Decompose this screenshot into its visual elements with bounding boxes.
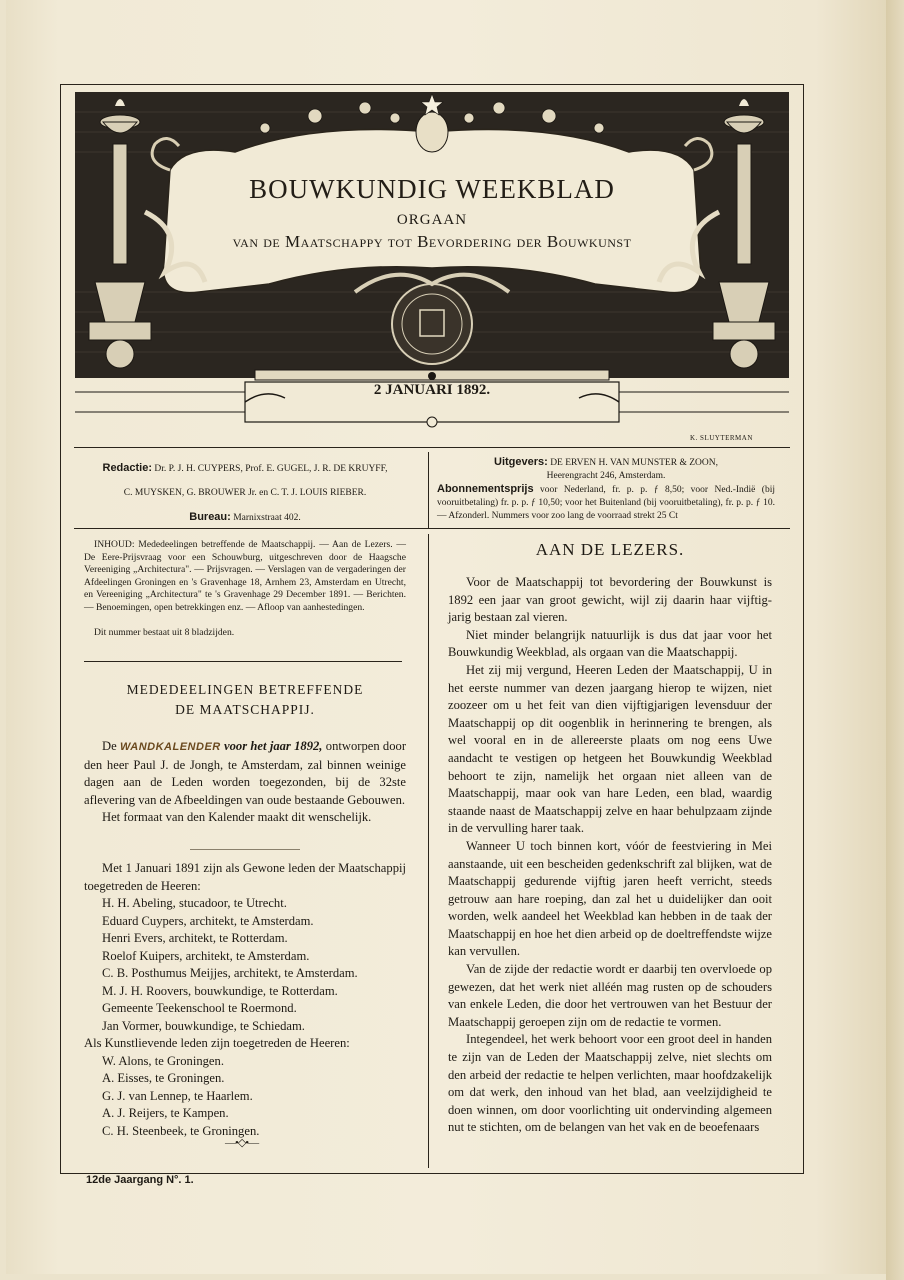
masthead-organisation: van de Maatschappy tot Bevordering der Bouwkunst (232, 232, 632, 251)
column-divider-editors (428, 452, 429, 528)
masthead (75, 92, 789, 430)
rule-top-editors (74, 447, 790, 448)
list-item: H. H. Abeling, stucadoor, te Utrecht. (102, 896, 287, 910)
redactie-label: Redactie: (102, 462, 153, 474)
lezers-body (448, 574, 772, 1137)
list-item: C. H. Steenbeek, te Groningen. (102, 1123, 260, 1138)
publisher-address: Heerengracht 246, Amsterdam. (546, 471, 666, 481)
p1-rest: ontworpen door den heer Paul J. de Jongh, te Amsterdam, zal binnen weinige dagen aan de Leden worden toegezonden, bij de 32ste aflevering van de Afbeeldingen van oude bestaande Gebouwen. (84, 739, 407, 807)
list-item: Roelof Kuipers, architekt, te Amsterdam. (102, 948, 310, 963)
wandkalender-label: WANDKALENDER (120, 741, 221, 753)
paragraph: Voor de Maatschappij tot bevordering der Bouwkunst is 1892 een jaar van groot gewicht, wijl zij daarin haar vijftig-jarig bestaan zal vieren. (448, 575, 772, 625)
paragraph (84, 738, 406, 809)
paragraph: Met 1 Januari 1891 zijn als Gewone leden der Maatschappij toegetreden de Heeren: (84, 861, 406, 893)
list-item: A. J. Reijers, te Kampen. (102, 1106, 229, 1120)
abonnement-text: voor Nederland, fr. p. p. ƒ 8,50; voor Ned.-Indië (bij vooruitbetaling) fr. p. p. ƒ 10,50; voor het Buitenland (bij vooruitbetaling), fr. p. p. ƒ 10.— Afzonderl. Nummers voor zoo lang de voorraad strekt 25 Ct (437, 485, 775, 521)
column-divider-main (428, 534, 429, 1168)
section-ornament: —•◇•— (225, 1137, 259, 1149)
rule-after-contents (84, 661, 402, 662)
list-item: C. B. Posthumus Meijjes, architekt, te Amsterdam. (102, 966, 358, 980)
list-item: Henri Evers, architekt, te Rotterdam. (102, 931, 288, 945)
editors-block (70, 456, 420, 530)
engraver-signature: K. SLUYTERMAN (690, 434, 753, 442)
kalender-year: voor het jaar 1892, (224, 739, 323, 753)
paragraph: Van de zijde der redactie wordt er daarbij ten overvloede op gewezen, dat het werk niet alléén mag rusten op de schouders van enkele Leden, die door het vertrouwen van het Bestuur der Maatschappij geroepen zijn om de redactie te vormen. (448, 962, 772, 1029)
redactie-line-1: Dr. P. J. H. CUYPERS, Prof. E. GUGEL, J. R. DE KRUYFF, (154, 464, 388, 474)
section-title-lezers: AAN DE LEZERS. (535, 540, 685, 559)
bureau-label: Bureau: (189, 511, 231, 523)
masthead-engraving (75, 92, 789, 430)
table-of-contents: INHOUD: Mededeelingen betreffende de Maatschappij. — Aan de Lezers. — De Eere-Prijsvraag voor een Schouwburg, uitgeschreven door de Haagsche Vereeniging „Architectura". — Prijsvragen. — Verslagen van de vergaderingen der Afdeelingen Groningen en 's Gravenhage 18, Arnhem 23, Amsterdam en Utrecht, en Vereeniging „Architectura" te 's Gravenhage 29 December 1891. — Berichten. — Benoemingen, open betrekkingen enz. — Afloop van aanhestedingen. (84, 539, 406, 613)
redactie-line-2: C. MUYSKEN, G. BROUWER Jr. en C. T. J. LOUIS RIEBER. (123, 488, 367, 498)
publisher-label: Uitgevers: (494, 456, 548, 468)
paragraph: Integendeel, het werk behoort voor een groot deel in handen te zijn van de Leden der Maatschappij zelve, niet slechts om den arbeid der redactie te helpen verlichten, maar hoofdzakelijk om dat werk, den inhoud van het blad, aan veelzijdigheid te doen winnen, om door voorlichting uit ondervinding algemeen nut te stichten, om de belangen van het vak en de beoefenaars (448, 1032, 772, 1135)
bureau-value: Marnixstraat 402. (233, 513, 301, 523)
kunstlievende-intro: Als Kunstlievende leden zijn toegetreden de Heeren: (84, 1036, 350, 1050)
list-item: A. Eisses, te Groningen. (102, 1071, 225, 1085)
p1-start: De (102, 739, 117, 753)
list-item: Jan Vormer, bouwkundige, te Schiedam. (102, 1018, 305, 1033)
publisher-block (437, 456, 775, 523)
abonnement-label: Abonnementsprijs (437, 483, 534, 495)
paragraph: Niet minder belangrijk natuurlijk is dus dat jaar voor het Bouwkundig Weekblad, als orgaan van die Maatschappij. (448, 627, 772, 660)
member-list (84, 895, 406, 1140)
list-item: Gemeente Teekenschool te Roermond. (102, 1001, 297, 1015)
publisher-name: DE ERVEN H. VAN MUNSTER & ZOON, (550, 458, 718, 468)
page-edge (886, 0, 904, 1280)
issue-date: 2 JANUARI 1892. (373, 382, 491, 398)
list-item: G. J. van Lennep, te Haarlem. (102, 1088, 253, 1103)
volume-number: 12de Jaargang N°. 1. (86, 1174, 194, 1186)
section-title-line-2: DE MAATSCHAPPIJ. (175, 702, 315, 717)
list-item: M. J. H. Roovers, bouwkundige, te Rotterdam. (102, 983, 338, 998)
masthead-title: BOUWKUNDIG WEEKBLAD (249, 174, 615, 204)
paragraph: Het formaat van den Kalender maakt dit wenschelijk. (102, 810, 372, 825)
list-item: Eduard Cuypers, architekt, te Amsterdam. (102, 913, 314, 928)
list-item: W. Alons, te Groningen. (102, 1053, 224, 1068)
rule-short (190, 849, 300, 850)
paragraph: Het zij mij vergund, Heeren Leden der Maatschappij, U in het eerste nummer van dezen jaargang hierop te wijzen, niet zoozeer om u het feit van dien vijftigjarigen levensduur der Maatschappij op dit oogenblik in herinnering te brengen, als wel vooral en in de allereerste plaats om nog eens Uwe aandacht te vestigen op hetgeen het Bouwkundig Weekblad behoort te zijn, namelijk het orgaan niet alleen van de Maatschappij, maar ook van hare Leden, een blad, waardig staande naast de Maatschappij zelve en haar behulpzaam zijnde in de vervulling harer taak. (448, 662, 772, 836)
masthead-subtitle: ORGAAN (396, 212, 468, 228)
mededeelingen-body (84, 738, 406, 827)
section-title-mededeelingen (84, 680, 406, 720)
paragraph: Wanneer U toch binnen kort, vóór de feestviering in Mei aanstaande, uit een bescheiden gedenkschrift zal blijken, wat de Maatschappij gedurende vijftig jaren heeft verricht, steeds getrouw aan hare roeping, dan zal het u duidelijker dan ooit worden, welk aandeel het Weekblad kan hebben in de taak der Maatschappij en hoe het dien arbeid op de doeltreffendste wijze kan vervullen. (448, 838, 772, 959)
page-count: Dit nummer bestaat uit 8 bladzijden. (94, 627, 235, 638)
new-members-intro (84, 860, 406, 895)
section-title-line-1: MEDEDEELINGEN BETREFFENDE (126, 682, 364, 697)
